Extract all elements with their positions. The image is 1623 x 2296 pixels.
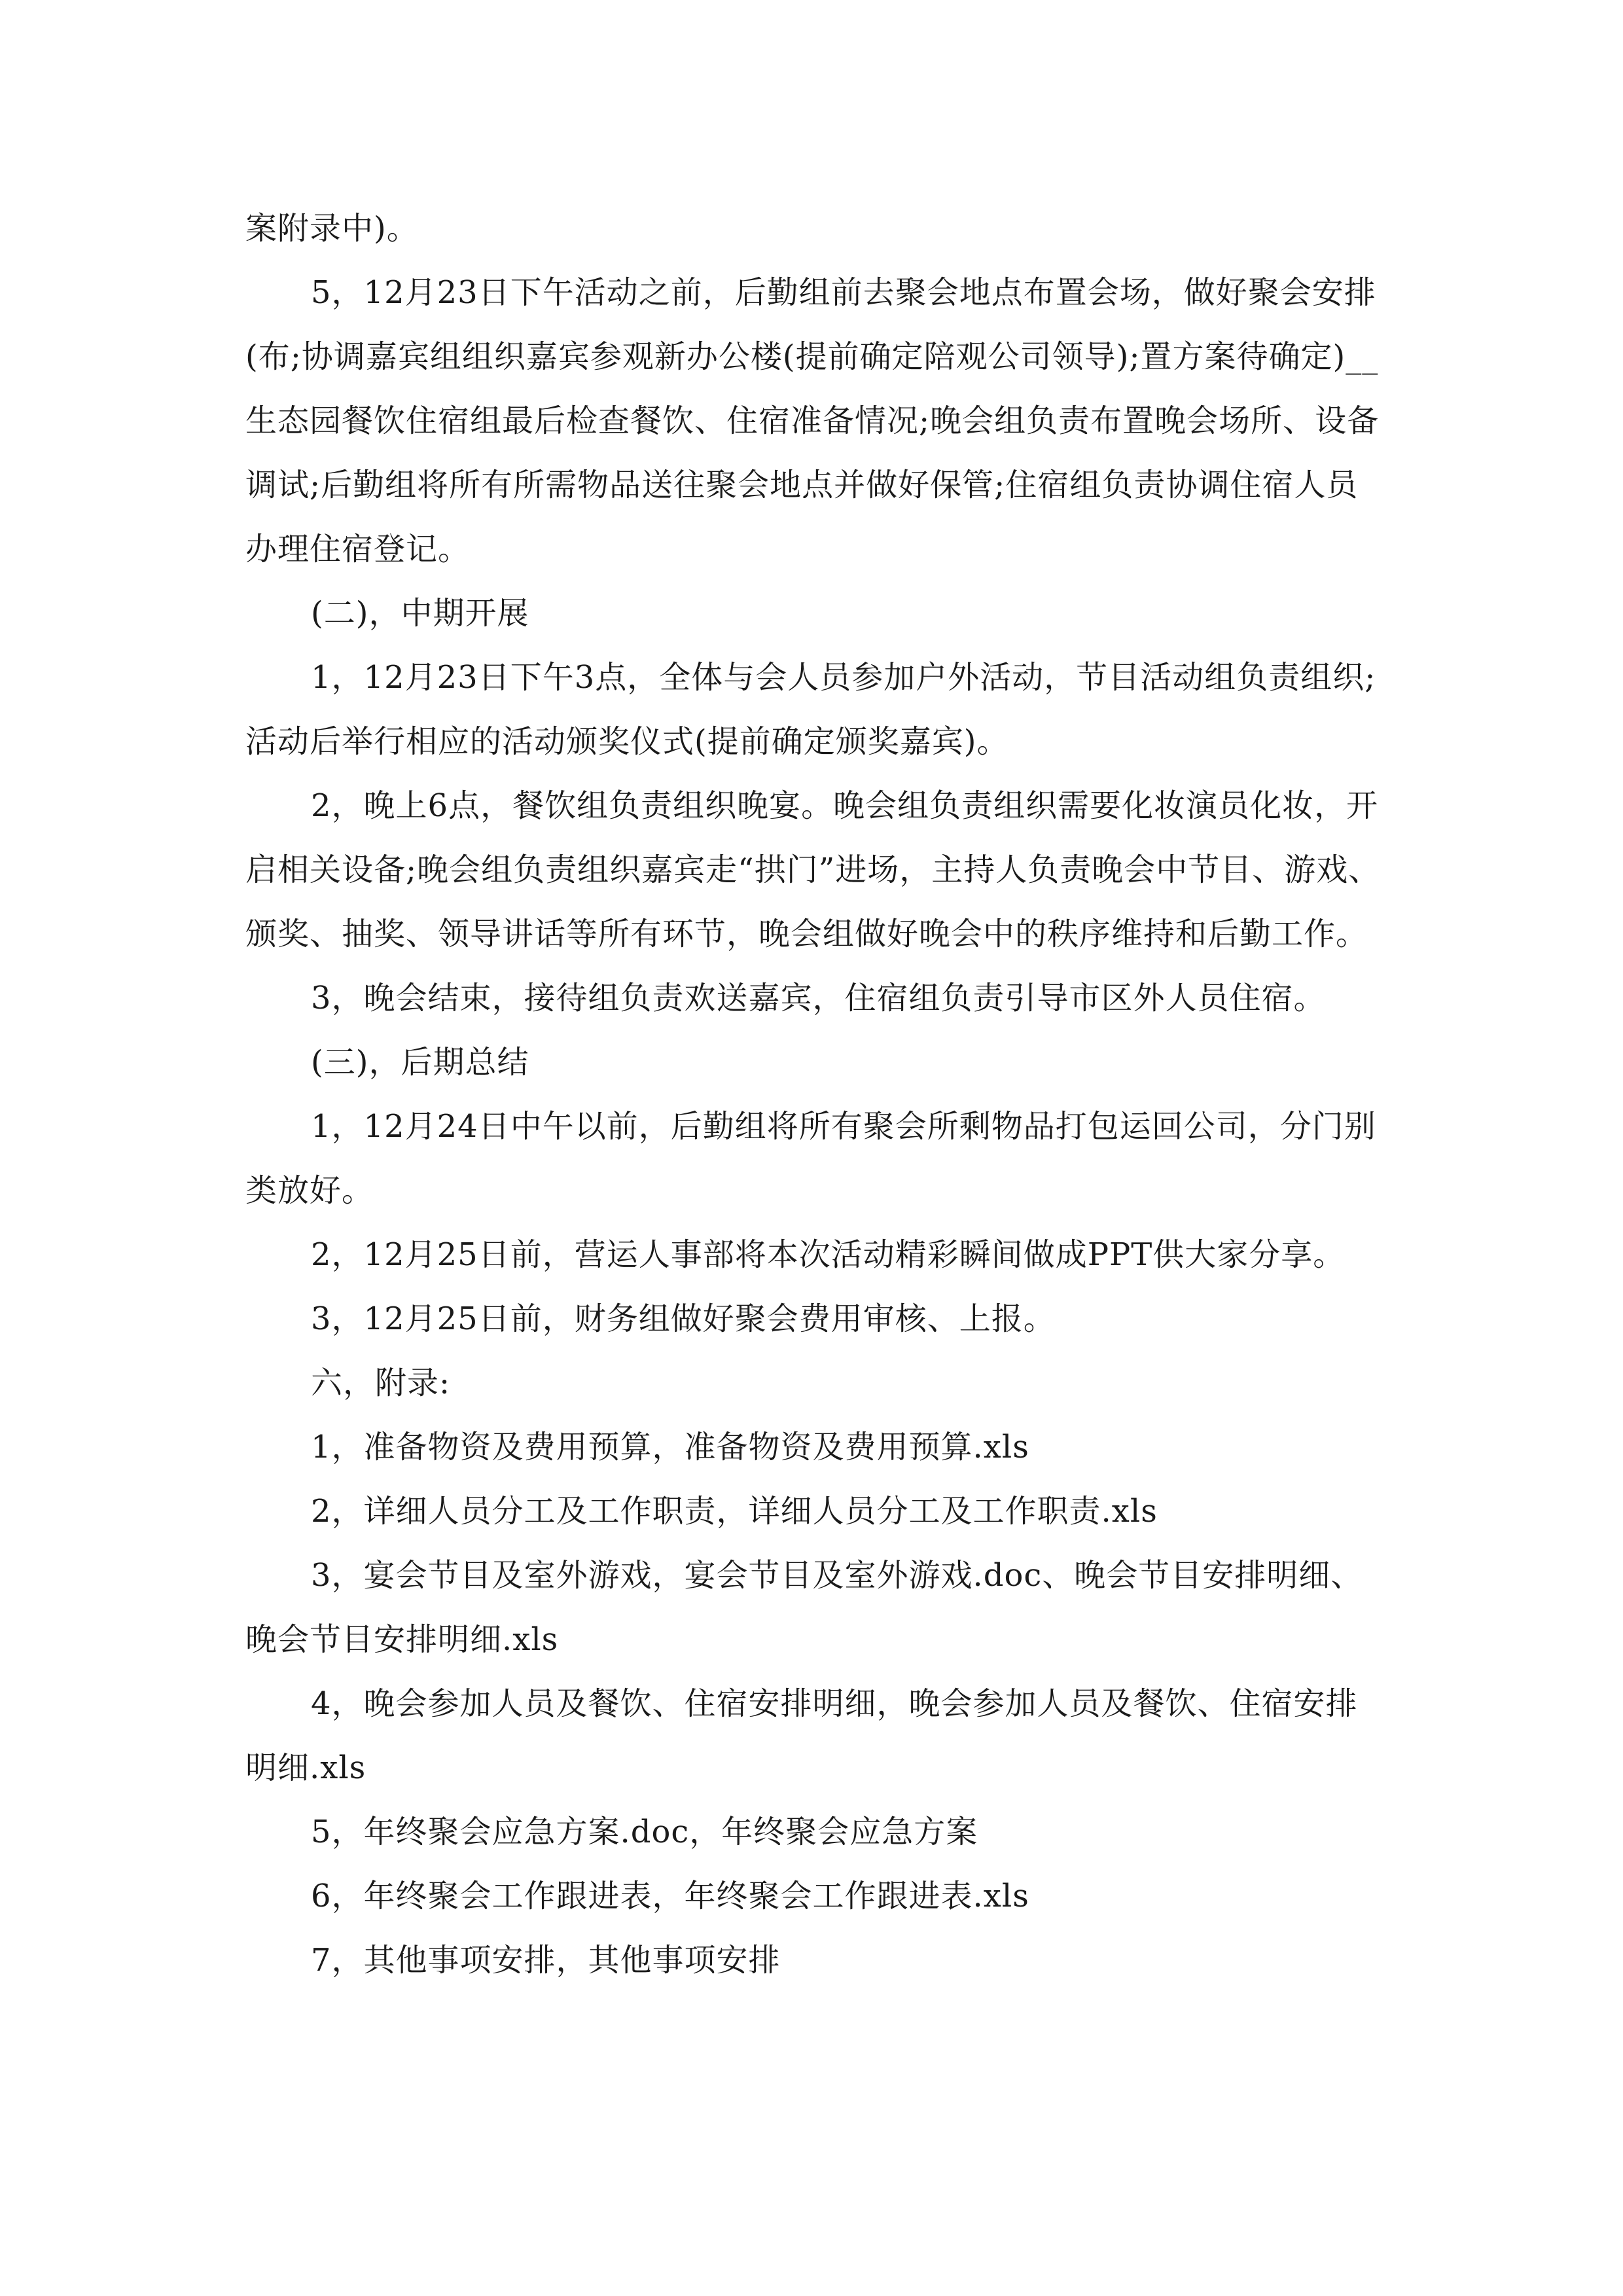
document-body <box>245 196 1384 1992</box>
paragraph-mid-item-3: 3，晚会结束，接待组负责欢送嘉宾，住宿组负责引导市区外人员住宿。 <box>311 980 1326 1016</box>
appendix-item-3: 3，宴会节目及室外游戏，宴会节目及室外游戏.doc、晚会节目安排明细、晚会节目安排明细.xls <box>245 1557 1363 1658</box>
paragraph-item-5-setup: 5，12月23日下午活动之前，后勤组前去聚会地点布置会场，做好聚会安排(布;协调嘉宾组组织嘉宾参观新办公楼(提前确定陪观公司领导);置方案待确定)__生态园餐饮住宿组最后检查餐饮、住宿准备情况;晚会组负责布置晚会场所、设备调试;后勤组将所有所需物品送往聚会地点并做好保管;住宿组负责协调住宿人员办理住宿登记。 <box>245 274 1380 567</box>
paragraph-summary-item-3: 3，12月25日前，财务组做好聚会费用审核、上报。 <box>311 1300 1056 1337</box>
appendix-item-7: 7，其他事项安排，其他事项安排 <box>311 1942 781 1979</box>
section-heading-appendix: 六，附录: <box>311 1365 451 1401</box>
appendix-item-2: 2，详细人员分工及工作职责，详细人员分工及工作职责.xls <box>311 1493 1158 1530</box>
section-heading-summary: (三)，后期总结 <box>311 1044 529 1081</box>
paragraph-mid-item-1: 1，12月23日下午3点，全体与会人员参加户外活动，节目活动组负责组织;活动后举行相应的活动颁奖仪式(提前确定颁奖嘉宾)。 <box>245 659 1376 760</box>
paragraph-summary-item-2: 2，12月25日前，营运人事部将本次活动精彩瞬间做成PPT供大家分享。 <box>311 1236 1346 1273</box>
appendix-item-5: 5，年终聚会应急方案.doc，年终聚会应急方案 <box>311 1814 978 1850</box>
appendix-item-6: 6，年终聚会工作跟进表，年终聚会工作跟进表.xls <box>311 1878 1029 1914</box>
paragraph-continuation: 案附录中)。 <box>245 210 419 247</box>
paragraph-mid-item-2: 2，晚上6点，餐饮组负责组织晚宴。晚会组负责组织需要化妆演员化妆，开启相关设备;晚会组负责组织嘉宾走“拱门”进场，主持人负责晚会中节目、游戏、颁奖、抽奖、领导讲话等所有环节，晚会组做好晚会中的秩序维持和后勤工作。 <box>245 787 1381 952</box>
paragraph-summary-item-1: 1，12月24日中午以前，后勤组将所有聚会所剩物品打包运回公司，分门别类放好。 <box>245 1108 1376 1209</box>
section-heading-mid-stage: (二)，中期开展 <box>311 595 529 632</box>
appendix-item-1: 1，准备物资及费用预算，准备物资及费用预算.xls <box>311 1429 1029 1465</box>
appendix-item-4: 4，晚会参加人员及餐饮、住宿安排明细，晚会参加人员及餐饮、住宿安排明细.xls <box>245 1685 1358 1786</box>
